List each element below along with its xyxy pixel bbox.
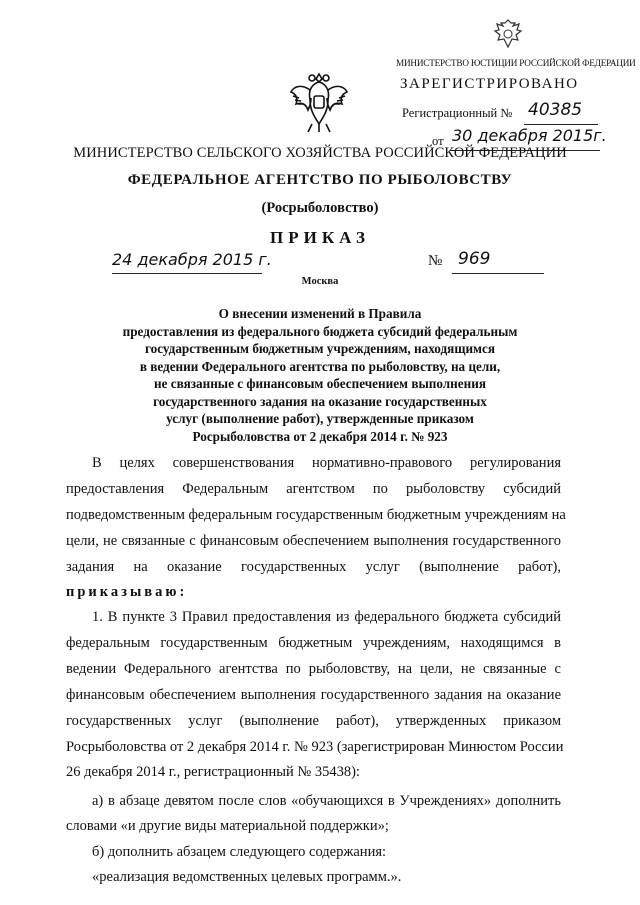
- agency-short-name: (Росрыболовство): [261, 200, 379, 216]
- title-line: Росрыболовства от 2 декабря 2014 г. № 923: [192, 428, 448, 444]
- coat-of-arms-icon: [288, 70, 350, 136]
- title-line: услуг (выполнение работ), утвержденные приказом: [166, 411, 474, 426]
- body-line: В целях совершенствования нормативно-правового регулирования: [92, 455, 561, 471]
- stamp-date: 30 декабря 2015г.: [452, 126, 607, 145]
- stamp-reg-number: 40385: [528, 100, 583, 120]
- stamp-reg-label: Регистрационный №: [402, 106, 513, 120]
- agency-name: ФЕДЕРАЛЬНОЕ АГЕНТСТВО ПО РЫБОЛОВСТВУ: [127, 172, 513, 188]
- number-underline: [452, 273, 544, 274]
- body-line: словами «и другие виды материальной поддержки»;: [66, 818, 389, 834]
- order-date: 24 декабря 2015 г.: [112, 250, 272, 269]
- body-line: ведении Федерального агентства по рыболовству, на цели, не связанные с: [66, 661, 561, 677]
- body-line: финансовым обеспечением выполнения государственного задания на оказание: [66, 687, 561, 703]
- title-line: О внесении изменений в Правила: [218, 306, 422, 321]
- body-line: «реализация ведомственных целевых программ.».: [92, 869, 402, 885]
- body-line: цели, не связанные с финансовым обеспечением выполнения государственного: [66, 533, 561, 549]
- body-line: подведомственным федеральным государственным бюджетным учреждениям на: [66, 507, 566, 523]
- stamp-date-prefix: от: [432, 134, 444, 148]
- body-line: 26 декабря 2014 г., регистрационный № 35438):: [66, 764, 360, 780]
- body-line: а) в абзаце девятом после слов «обучающихся в Учреждениях» дополнить: [92, 793, 561, 809]
- stamp-divider: [524, 124, 598, 125]
- title-line: не связанные с финансовым обеспечением выполнения: [154, 376, 486, 391]
- stamp-emblem-icon: [488, 14, 528, 54]
- number-sign: №: [428, 253, 443, 269]
- title-line: предоставления из федерального бюджета субсидий федеральным: [122, 323, 518, 339]
- body-line: предоставления Федеральным агентством по рыболовству субсидий: [66, 481, 561, 497]
- document-type: ПРИКАЗ: [270, 228, 370, 247]
- body-line: Росрыболовства от 2 декабря 2014 г. № 923 (зарегистрирован Минюстом России: [66, 739, 564, 755]
- body-line: 1. В пункте 3 Правил предоставления из федерального бюджета субсидий: [92, 609, 561, 625]
- body-line: федеральным государственным бюджетным учреждениям, находящимся в: [66, 635, 561, 651]
- registration-stamp: [396, 8, 636, 156]
- title-line: государственным бюджетным учреждениям, находящимся: [144, 341, 496, 356]
- title-line: в ведении Федерального агентства по рыболовству, на цели,: [139, 358, 501, 374]
- city: Москва: [301, 276, 339, 287]
- decree-keyword: приказываю:: [66, 584, 188, 600]
- title-line: государственного задания на оказание государственных: [153, 393, 487, 409]
- stamp-title: ЗАРЕГИСТРИРОВАНО: [400, 76, 579, 92]
- ministry-name: МИНИСТЕРСТВО СЕЛЬСКОГО ХОЗЯЙСТВА РОССИЙСКОЙ ФЕДЕРАЦИИ: [73, 145, 567, 161]
- order-title: [0, 305, 640, 445]
- date-underline: [112, 273, 262, 274]
- order-number: 969: [458, 249, 491, 269]
- body-line: задания на оказание государственных услуг (выполнение работ),: [66, 559, 561, 575]
- body-line: государственных услуг (выполнение работ), утвержденных приказом: [66, 713, 561, 729]
- stamp-ministry: МИНИСТЕРСТВО ЮСТИЦИИ РОССИЙСКОЙ ФЕДЕРАЦИИ: [396, 58, 636, 68]
- body-line: б) дополнить абзацем следующего содержания:: [92, 844, 387, 860]
